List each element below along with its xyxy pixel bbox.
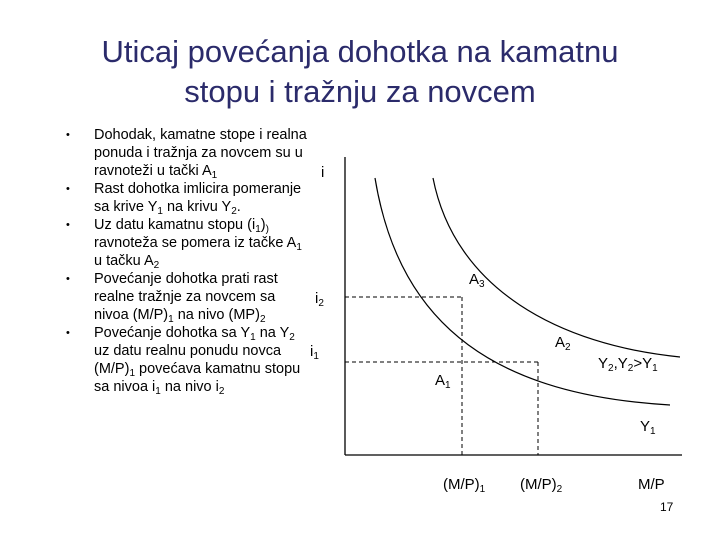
- bullet-dot: •: [66, 219, 70, 231]
- bullet-subscript: 1: [296, 242, 302, 253]
- slide-number: 17: [660, 500, 674, 514]
- bullet-text: Rast dohotka imlicira pomeranje sa krive Y: [94, 181, 302, 215]
- bullet-text: Uz datu kamatnu stopu (i: [94, 217, 256, 233]
- bullet-dot: •: [66, 273, 70, 285]
- bullet-subscript: 2: [231, 206, 237, 217]
- slide-title-line-1: Uticaj povećanja dohotka na kamatnu: [101, 34, 619, 69]
- i2-label: $i_2$: [315, 290, 324, 309]
- bullet-text: povećava kamatnu stopu sa nivoa i: [94, 361, 301, 395]
- mp1-label: $(M/P)_1$: [443, 476, 486, 495]
- bullet-subscript: 2: [259, 314, 266, 325]
- bullet-subscript: ): [265, 224, 269, 235]
- bullet-subscript: 2: [289, 332, 295, 343]
- bullet-text: Povećanje dohotka sa Y: [94, 325, 251, 341]
- bullet-subscript: 2: [153, 260, 160, 271]
- mp2-label: $(M/P)_2$: [520, 476, 563, 495]
- curve-y1-label: $Y_1$: [640, 418, 656, 437]
- demand-curve-y2: [433, 178, 680, 357]
- slide-title-line-2: stopu i tražnju za novcem: [184, 74, 536, 109]
- bullet-subscript: 1: [157, 206, 163, 217]
- bullet-text: na Y: [255, 325, 290, 341]
- point-a2-label: $A_2$: [555, 334, 571, 353]
- bullet-text: uz datu realnu ponudu novca (M/P): [94, 343, 282, 377]
- i1-label: $i_1$: [310, 343, 319, 362]
- bullet-subscript: 1: [255, 224, 261, 235]
- bullet-text: u tačku A: [94, 253, 154, 269]
- bullet-subscript: 1: [250, 332, 256, 343]
- bullet-text: Povećanje dohotka prati rast realne tražnje za novcem sa nivoa (M/P): [94, 271, 278, 323]
- bullet-text: Dohodak, kamatne stope i realna ponuda i tražnja za novcem su u ravnoteži u tački A: [94, 127, 307, 179]
- bullet-subscript: 1: [129, 368, 135, 379]
- bullet-subscript: 1: [168, 314, 174, 325]
- bullet-text: na krivu Y: [162, 199, 232, 215]
- y-axis-label: i: [321, 164, 325, 181]
- x-axis-label: M/P: [638, 476, 665, 493]
- bullet-text: .: [236, 199, 241, 215]
- bullet-subscript: 2: [218, 386, 225, 397]
- bullet-subscript: 1: [155, 386, 161, 397]
- point-a3-label: $A_3$: [469, 271, 485, 290]
- bullet-text: ): [260, 217, 266, 233]
- bullet-text: na nivo i: [160, 379, 219, 395]
- bullet-dot: •: [66, 327, 70, 339]
- bullet-dot: •: [66, 129, 70, 141]
- curve-y2-label: $Y_2,Y_2>Y_1$: [598, 355, 658, 374]
- bullet-dot: •: [66, 183, 70, 195]
- bullet-text: ravnoteža se pomera iz tačke A: [94, 235, 297, 251]
- bullet-text: na nivo (MP): [173, 307, 260, 323]
- point-a1-label: $A_1$: [435, 372, 451, 391]
- bullet-subscript: 1: [211, 170, 218, 181]
